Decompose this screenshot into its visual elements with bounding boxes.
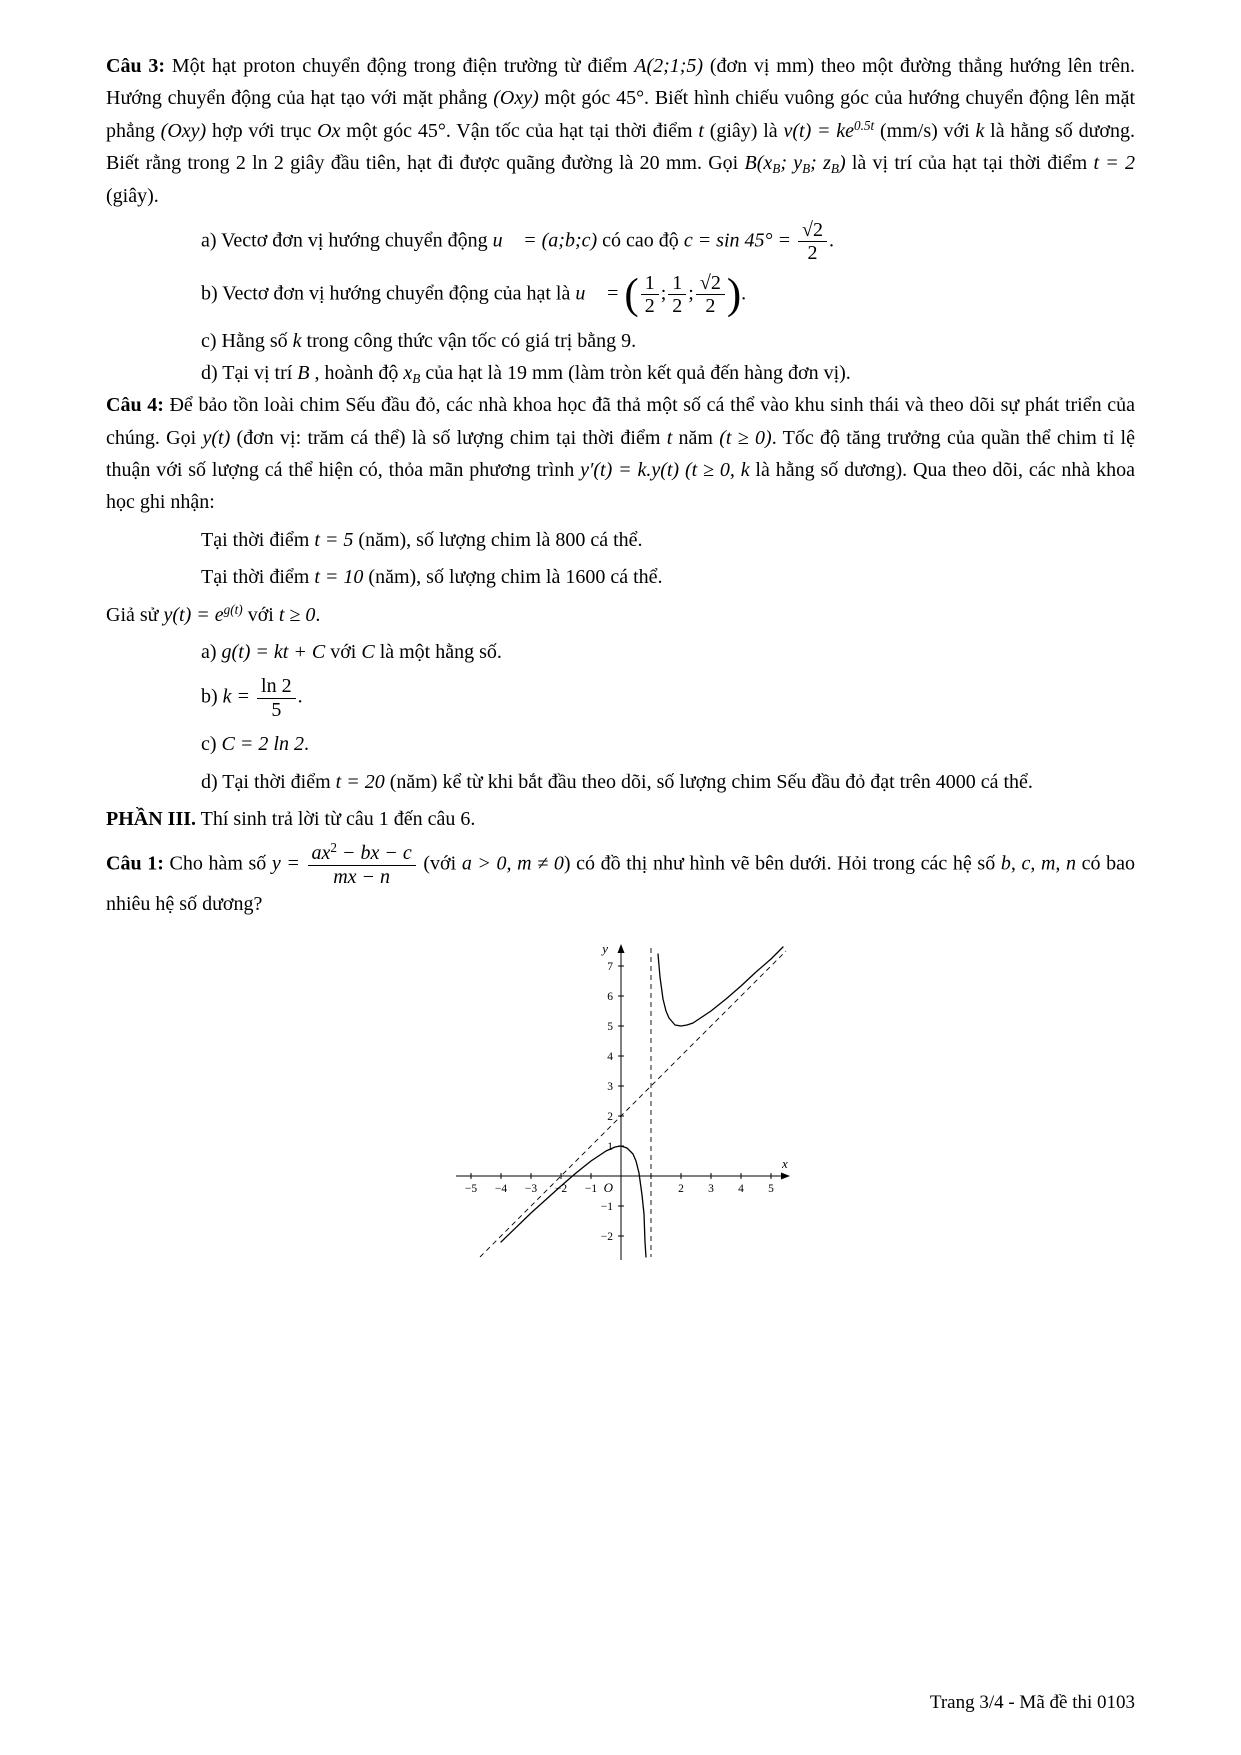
text-run: c) xyxy=(201,733,222,756)
x-tick-label: 3 xyxy=(707,1182,714,1195)
fraction xyxy=(666,272,688,318)
text-run: Cho hàm số xyxy=(163,852,272,875)
page-footer: Trang 3/4 - Mã đề thi 0103 xyxy=(929,1692,1135,1714)
fraction xyxy=(796,219,829,265)
q4-item-b xyxy=(106,675,1135,721)
part-3-heading xyxy=(106,803,1135,835)
superscript: 2 xyxy=(330,840,338,856)
text-run: . xyxy=(315,603,321,626)
x-tick-label: −1 xyxy=(584,1182,597,1195)
part-label: PHẦN III. xyxy=(106,807,197,830)
y-tick-label: 1 xyxy=(606,1140,613,1153)
text-run: có bao nhiêu hệ số dương? xyxy=(106,852,1136,916)
question-label: Câu 4: xyxy=(106,394,164,417)
math-run: y′(t) = k.y(t) (t ≥ 0, k xyxy=(580,459,750,482)
fraction-numerator: 1 xyxy=(641,272,659,295)
text-run: (năm) kể từ khi bắt đầu theo dõi, số lượng chim Sếu đầu đỏ đạt trên 4000 cá thể. xyxy=(384,770,1033,793)
question-1 xyxy=(106,842,1135,1275)
oblique-asymptote xyxy=(480,951,786,1257)
text-run: Tại thời điểm xyxy=(201,566,315,589)
fraction-numerator: 1 xyxy=(668,272,686,295)
math-run: x xyxy=(403,361,413,384)
math-run: k xyxy=(292,329,302,352)
separator: ; xyxy=(688,282,694,305)
separator: ; xyxy=(660,282,667,305)
math-run: g(t) = kt + C xyxy=(221,641,326,664)
close-paren: ) xyxy=(726,270,742,318)
y-tick-label: 5 xyxy=(606,1020,613,1033)
math-run: t xyxy=(698,119,704,142)
text-run: (mm/s) với xyxy=(874,119,976,142)
math-run: C xyxy=(361,641,375,664)
math-run: b, c, m, n xyxy=(1000,852,1077,875)
math-run: t xyxy=(666,426,673,449)
fraction xyxy=(255,675,298,721)
fraction-numerator: ln 2 xyxy=(257,675,296,698)
text-run: với xyxy=(325,641,362,664)
text-run: Để bảo tồn loài chim Sếu đầu đỏ, các nhà khoa học đã thả một số cá thể vào khu sinh thái và theo dõi sự phát triển của chúng. Gọi xyxy=(106,394,1135,449)
math-run: (t ≥ 0) xyxy=(719,426,772,449)
subscript: B xyxy=(772,161,781,177)
y-axis-arrow xyxy=(617,944,624,953)
text-run: a) xyxy=(201,641,222,664)
text-run: . xyxy=(741,282,747,305)
q3-item-c xyxy=(106,325,1135,357)
fraction-denominator: 5 xyxy=(271,698,282,721)
text-run: . xyxy=(297,685,303,708)
text-run: ) có đồ thị như hình vẽ bên dưới. Hỏi trong các hệ số xyxy=(563,852,1001,875)
fraction xyxy=(639,272,661,318)
y-axis-label: y xyxy=(601,940,608,956)
curve-right-branch xyxy=(658,947,783,1026)
x-tick-label: −5 xyxy=(464,1182,477,1195)
q4-assumption xyxy=(106,599,1135,631)
fraction-numerator xyxy=(308,842,416,865)
question-4 xyxy=(106,389,1135,798)
math-run: c = sin 45° = xyxy=(683,229,797,252)
text-run: . Tốc độ tăng trưởng của quần thể chim tỉ lệ thuận với số lượng cá thể hiện có, thỏa mãn phương trình xyxy=(106,426,1135,482)
text-run: một góc 45°. Biết hình chiếu vuông góc của hướng chuyển động lên mặt phẳng xyxy=(106,87,1136,142)
curve-left-branch xyxy=(501,1146,646,1257)
math-run: ) xyxy=(838,152,846,175)
x-tick-label: 4 xyxy=(737,1182,744,1195)
y-tick-labels xyxy=(600,961,613,1243)
math-run: v(t) = ke xyxy=(783,119,855,142)
math-run: u⃗ = (a;b;c) xyxy=(492,229,598,252)
math-run: t = 2 xyxy=(1093,152,1135,175)
fraction-denominator: 2 xyxy=(705,295,716,318)
text-run: một góc 45°. Vận tốc của hạt tại thời điểm xyxy=(340,119,699,142)
text-run: (năm), số lượng chim là 800 cá thể. xyxy=(353,528,643,551)
math-run: a > 0, m ≠ 0 xyxy=(461,852,564,875)
text-run: trong công thức vận tốc có giá trị bằng 9. xyxy=(301,329,637,352)
y-tick-label: 3 xyxy=(606,1080,613,1093)
math-run: y(t) xyxy=(202,426,231,449)
text-run: là một hằng số. xyxy=(374,641,502,664)
q4-intro xyxy=(106,389,1135,519)
text-run: Giả sử xyxy=(106,603,164,626)
text-run: là hằng số dương). Qua theo dõi, các nhà khoa học ghi nhận: xyxy=(106,459,1135,514)
text-run: d) Tại vị trí xyxy=(201,361,298,384)
text-run: với xyxy=(242,603,279,626)
math-run: y(t) = e xyxy=(163,603,224,626)
math-run: u⃗ = xyxy=(575,282,625,305)
fraction-denominator: mx − n xyxy=(333,865,391,888)
text-run: , hoành độ xyxy=(309,361,404,384)
x-tick-label: −2 xyxy=(554,1182,567,1195)
math-run: k = xyxy=(222,685,256,708)
math-run: − bx − c xyxy=(337,842,412,865)
text-run: . xyxy=(829,229,835,252)
text-run: hợp với trục xyxy=(206,119,318,142)
x-tick-label: 5 xyxy=(767,1182,774,1195)
y-tick-label: 6 xyxy=(606,990,613,1003)
math-run: (Oxy) xyxy=(160,119,207,142)
function-graph-figure xyxy=(106,935,1135,1275)
fraction-denominator: 2 xyxy=(807,242,818,265)
subscript: B xyxy=(830,161,839,177)
text-run: có cao độ xyxy=(597,229,684,252)
x-tick-label: 2 xyxy=(677,1182,684,1195)
text-run: năm xyxy=(672,426,720,449)
open-paren: ( xyxy=(624,270,639,318)
q4-observation-2 xyxy=(106,561,1135,593)
y-tick-label: −2 xyxy=(600,1230,613,1243)
fraction-numerator: √2 xyxy=(696,272,725,295)
math-run: k xyxy=(975,119,985,142)
q3-item-a xyxy=(106,219,1135,265)
text-run: (đơn vị mm) theo một đường thẳng hướng lên trên. Hướng chuyển động của hạt tạo với mặt phẳng xyxy=(106,55,1135,110)
math-run: B xyxy=(297,361,310,384)
math-run: t = 10 xyxy=(314,566,364,589)
q4-item-a xyxy=(106,636,1135,668)
q3-intro xyxy=(106,50,1135,212)
x-axis-arrow xyxy=(781,1172,790,1179)
question-label: Câu 1: xyxy=(106,852,164,875)
q4-item-c xyxy=(106,728,1135,760)
math-run: y = xyxy=(271,852,306,875)
y-tick-label: −1 xyxy=(600,1200,613,1213)
text-run: Thí sinh trả lời từ câu 1 đến câu 6. xyxy=(196,807,476,830)
origin-label: O xyxy=(603,1179,613,1195)
text-run: là vị trí của hạt tại thời điểm xyxy=(845,152,1094,175)
text-run: b) xyxy=(201,685,223,708)
q3-item-b xyxy=(106,272,1135,318)
text-run: Một hạt proton chuyển động trong điện trường từ điểm xyxy=(165,55,635,77)
math-run: ; y xyxy=(780,152,803,175)
question-3 xyxy=(106,50,1135,389)
function-graph xyxy=(450,935,792,1265)
text-run: Tại thời điểm xyxy=(201,528,315,551)
text-run: là hằng số dương. Biết rằng trong 2 ln 2 giây đầu tiên, hạt đi được quãng đường là 20 mm. Gọi xyxy=(106,119,1136,175)
subscript: B xyxy=(802,161,811,177)
q3-item-d xyxy=(106,357,1135,389)
q1-intro xyxy=(106,842,1135,920)
q4-item-d xyxy=(106,766,1135,798)
text-run: (giây) là xyxy=(703,119,784,142)
text-run: của hạt là 19 mm (làm tròn kết quả đến hàng đơn vị). xyxy=(420,361,851,384)
math-run: ; z xyxy=(810,152,831,175)
math-run: t = 5 xyxy=(314,528,354,551)
text-run: (giây). xyxy=(106,184,159,207)
text-run: . xyxy=(303,733,309,756)
fraction-denominator: 2 xyxy=(644,295,655,318)
y-tick-label: 4 xyxy=(606,1050,613,1063)
x-axis-label: x xyxy=(781,1155,788,1171)
superscript: 0.5t xyxy=(854,117,875,133)
text-run: c) Hằng số xyxy=(201,329,293,352)
math-run: Ox xyxy=(317,119,341,142)
fraction-numerator: √2 xyxy=(798,219,827,242)
fraction xyxy=(694,272,727,318)
fraction xyxy=(306,842,418,888)
text-run: a) Vectơ đơn vị hướng chuyển động xyxy=(201,229,493,252)
math-run: t = 20 xyxy=(335,770,385,793)
subscript: B xyxy=(412,370,421,386)
text-run: d) Tại thời điểm xyxy=(201,770,336,793)
x-tick-labels xyxy=(464,1183,773,1195)
math-run: (Oxy) xyxy=(493,87,539,110)
q4-observation-1 xyxy=(106,524,1135,556)
math-run: C = 2 ln 2 xyxy=(221,733,304,756)
text-run: (với xyxy=(417,852,462,875)
text-run: (năm), số lượng chim là 1600 cá thể. xyxy=(363,566,663,589)
y-tick-label: 2 xyxy=(606,1110,613,1123)
fraction-denominator: 2 xyxy=(672,295,683,318)
math-run: t ≥ 0 xyxy=(278,603,316,626)
x-tick-label: −3 xyxy=(524,1182,537,1195)
superscript: g(t) xyxy=(223,601,243,617)
y-tick-label: 7 xyxy=(606,960,613,973)
text-run: (đơn vị: trăm cá thể) là số lượng chim tại thời điểm xyxy=(230,426,667,449)
math-run: ax xyxy=(311,842,331,865)
math-run: B(x xyxy=(744,152,773,175)
math-run: A(2;1;5) xyxy=(634,55,704,77)
x-tick-label: −4 xyxy=(494,1182,507,1195)
text-run: b) Vectơ đơn vị hướng chuyển động của hạt là xyxy=(201,282,576,305)
question-label: Câu 3: xyxy=(106,55,166,77)
